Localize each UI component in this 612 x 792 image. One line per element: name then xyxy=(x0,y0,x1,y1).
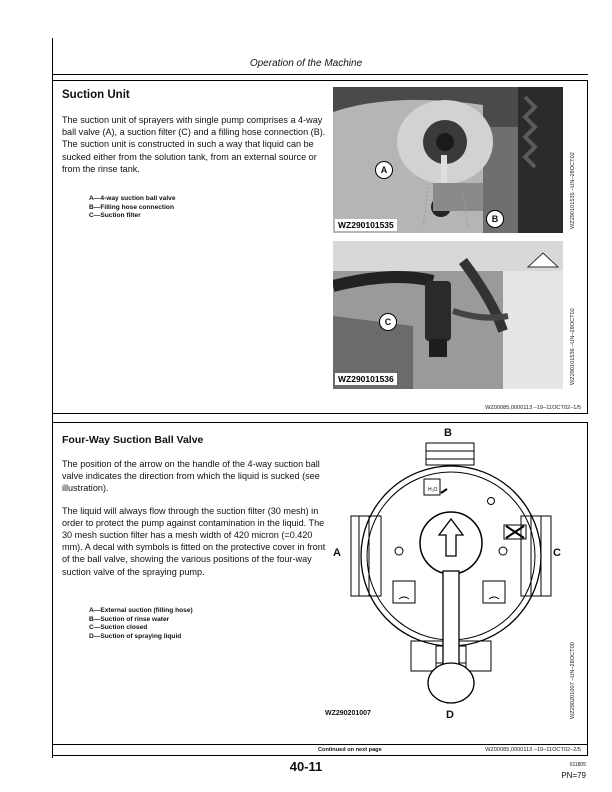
valve-illustration xyxy=(325,427,561,723)
photo-1-label: WZ290101535 xyxy=(335,219,397,231)
photo-1-graphic xyxy=(333,87,563,233)
photo-2-label: WZ290101536 xyxy=(335,373,397,385)
svg-text:H₂O: H₂O xyxy=(428,487,438,493)
legend xyxy=(89,607,193,641)
suction-unit-photo-1 xyxy=(333,87,563,233)
valve-letter-b: B xyxy=(444,427,452,439)
legend-item-a: A—4-way suction ball valve xyxy=(89,195,176,202)
section-title: Four-Way Suction Ball Valve xyxy=(62,434,204,446)
section-body xyxy=(62,458,328,588)
continued-note: Continued on next page xyxy=(318,747,382,753)
photo-2-graphic xyxy=(333,241,563,389)
legend xyxy=(89,195,175,221)
suction-unit-panel xyxy=(52,80,588,414)
paragraph: The suction unit of sprayers with single pump comprises a 4-way ball valve (A), a suction filter (C) and a filling hose connection (B). The suction unit is constructed in such a way that liquid can be sucked either from the solution tank, from an external source or from the rinse tank. xyxy=(62,115,326,174)
legend-item-b: B—Filling hose connection xyxy=(89,203,174,211)
header-rule xyxy=(52,74,588,75)
page-header-title: Operation of the Machine xyxy=(249,58,363,69)
callout-b: B xyxy=(486,210,504,228)
callout-c: C xyxy=(379,313,397,331)
paragraph-1: The position of the arrow on the handle of the 4-way suction ball valve indicates the direction from which the liquid is sucked (see illustration). xyxy=(62,459,320,494)
section-body xyxy=(62,114,328,185)
section-code: WZ00085,0000113 –19–11OCT02–1/5 xyxy=(485,405,581,411)
illustration-side-code: WZ290201007 –UN–28OCT00 xyxy=(570,642,576,719)
valve-letter-c: C xyxy=(553,547,561,559)
section-title: Suction Unit xyxy=(62,89,130,101)
page-number: 40-11 xyxy=(289,759,323,774)
pn-number: PN=79 xyxy=(561,771,586,780)
valve-letter-a: A xyxy=(333,547,341,559)
photo-1-side-code: WZ290101535 –UN–28OCT02 xyxy=(570,152,576,229)
footer-code: 011805 xyxy=(569,762,586,768)
callout-a: A xyxy=(375,161,393,179)
illustration-label: WZ290201007 xyxy=(325,710,371,717)
section-code: WZ00085,0000113 –19–11OCT02–2/5 xyxy=(485,747,581,753)
legend-item-d: D—Suction of spraying liquid xyxy=(89,632,182,640)
panel-rule xyxy=(53,744,587,745)
valve-diagram xyxy=(331,431,561,723)
paragraph-2: The liquid will always flow through the suction filter (30 mesh) in order to protect the pump against contamination in the liquid. The 30 mesh suction filter has a mesh width of 420 micron (=0.420 mm). A decal with symbols is fitted on the protective cover in front of the ball valve, showing the various positions of the four-way suction valve of the spraying pump. xyxy=(62,505,326,577)
valve-letter-d: D xyxy=(446,709,454,721)
legend-item-b: B—Suction of rinse water xyxy=(89,615,170,623)
ball-valve-panel xyxy=(52,422,588,756)
legend-item-a: A—External suction (filling hose) xyxy=(89,607,193,614)
photo-2-side-code: WZ290101536 –UN–28OCT02 xyxy=(570,308,576,385)
suction-unit-photo-2 xyxy=(333,241,563,389)
legend-item-c: C—Suction closed xyxy=(89,624,148,632)
legend-item-c: C—Suction filter xyxy=(89,212,141,220)
